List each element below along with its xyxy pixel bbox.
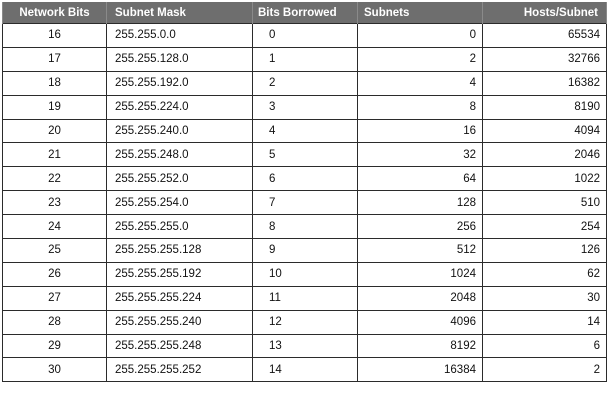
- cell-bits-borrowed: 2: [253, 71, 358, 95]
- subnet-table: [2, 2, 607, 382]
- cell-hosts-per-subnet: 254: [483, 215, 607, 239]
- cell-bits-borrowed: 9: [253, 239, 358, 263]
- cell-subnet-mask: 255.255.192.0: [107, 71, 253, 95]
- cell-subnet-mask: 255.255.255.192: [107, 262, 253, 286]
- cell-hosts-per-subnet: 14: [483, 310, 607, 334]
- cell-subnets: 64: [358, 167, 483, 191]
- cell-subnet-mask: 255.255.128.0: [107, 47, 253, 71]
- cell-bits-borrowed: 4: [253, 119, 358, 143]
- cell-hosts-per-subnet: 4094: [483, 119, 607, 143]
- cell-subnets: 128: [358, 191, 483, 215]
- cell-hosts-per-subnet: 126: [483, 239, 607, 263]
- header-subnet-mask: Subnet Mask: [107, 2, 253, 24]
- cell-hosts-per-subnet: 16382: [483, 71, 607, 95]
- cell-bits-borrowed: 6: [253, 167, 358, 191]
- cell-hosts-per-subnet: 1022: [483, 167, 607, 191]
- cell-network-bits: 24: [3, 215, 107, 239]
- cell-hosts-per-subnet: 62: [483, 262, 607, 286]
- cell-subnets: 1024: [358, 262, 483, 286]
- cell-subnets: 2: [358, 47, 483, 71]
- header-hosts-per-subnet: Hosts/Subnet: [483, 2, 607, 24]
- header-bits-borrowed: Bits Borrowed: [253, 2, 358, 24]
- table-row: [3, 358, 607, 382]
- cell-network-bits: 23: [3, 191, 107, 215]
- cell-bits-borrowed: 3: [253, 95, 358, 119]
- table-row: [3, 71, 607, 95]
- cell-subnets: 4096: [358, 310, 483, 334]
- cell-network-bits: 28: [3, 310, 107, 334]
- table-row: [3, 262, 607, 286]
- cell-bits-borrowed: 11: [253, 286, 358, 310]
- cell-network-bits: 22: [3, 167, 107, 191]
- cell-subnet-mask: 255.255.255.224: [107, 286, 253, 310]
- header-network-bits: Network Bits: [3, 2, 107, 24]
- cell-network-bits: 20: [3, 119, 107, 143]
- cell-subnet-mask: 255.255.0.0: [107, 24, 253, 48]
- cell-bits-borrowed: 10: [253, 262, 358, 286]
- table-row: [3, 167, 607, 191]
- cell-subnets: 32: [358, 143, 483, 167]
- cell-subnets: 16: [358, 119, 483, 143]
- cell-network-bits: 25: [3, 239, 107, 263]
- cell-bits-borrowed: 0: [253, 24, 358, 48]
- table-row: [3, 286, 607, 310]
- cell-subnets: 512: [358, 239, 483, 263]
- cell-network-bits: 17: [3, 47, 107, 71]
- cell-network-bits: 27: [3, 286, 107, 310]
- table-row: [3, 143, 607, 167]
- cell-subnets: 256: [358, 215, 483, 239]
- cell-bits-borrowed: 12: [253, 310, 358, 334]
- table-row: [3, 24, 607, 48]
- cell-hosts-per-subnet: 510: [483, 191, 607, 215]
- cell-bits-borrowed: 7: [253, 191, 358, 215]
- cell-bits-borrowed: 5: [253, 143, 358, 167]
- table-row: [3, 191, 607, 215]
- cell-hosts-per-subnet: 2: [483, 358, 607, 382]
- cell-network-bits: 21: [3, 143, 107, 167]
- cell-subnet-mask: 255.255.224.0: [107, 95, 253, 119]
- cell-subnet-mask: 255.255.255.0: [107, 215, 253, 239]
- cell-subnet-mask: 255.255.255.240: [107, 310, 253, 334]
- table-row: [3, 239, 607, 263]
- cell-subnets: 4: [358, 71, 483, 95]
- cell-hosts-per-subnet: 2046: [483, 143, 607, 167]
- table-row: [3, 119, 607, 143]
- table-header-row: [3, 2, 607, 24]
- cell-subnet-mask: 255.255.255.128: [107, 239, 253, 263]
- cell-subnets: 8: [358, 95, 483, 119]
- cell-subnets: 0: [358, 24, 483, 48]
- table-row: [3, 95, 607, 119]
- table-row: [3, 215, 607, 239]
- header-subnets: Subnets: [358, 2, 483, 24]
- cell-bits-borrowed: 14: [253, 358, 358, 382]
- table-row: [3, 310, 607, 334]
- cell-network-bits: 16: [3, 24, 107, 48]
- cell-network-bits: 29: [3, 334, 107, 358]
- cell-bits-borrowed: 13: [253, 334, 358, 358]
- cell-bits-borrowed: 1: [253, 47, 358, 71]
- cell-subnet-mask: 255.255.252.0: [107, 167, 253, 191]
- cell-subnet-mask: 255.255.240.0: [107, 119, 253, 143]
- cell-hosts-per-subnet: 6: [483, 334, 607, 358]
- cell-hosts-per-subnet: 30: [483, 286, 607, 310]
- cell-bits-borrowed: 8: [253, 215, 358, 239]
- cell-hosts-per-subnet: 32766: [483, 47, 607, 71]
- table-body: [3, 24, 607, 382]
- cell-subnet-mask: 255.255.254.0: [107, 191, 253, 215]
- cell-hosts-per-subnet: 8190: [483, 95, 607, 119]
- table-row: [3, 334, 607, 358]
- cell-subnets: 8192: [358, 334, 483, 358]
- cell-subnets: 16384: [358, 358, 483, 382]
- cell-subnet-mask: 255.255.255.252: [107, 358, 253, 382]
- table-row: [3, 47, 607, 71]
- cell-subnet-mask: 255.255.248.0: [107, 143, 253, 167]
- cell-network-bits: 19: [3, 95, 107, 119]
- cell-hosts-per-subnet: 65534: [483, 24, 607, 48]
- cell-subnet-mask: 255.255.255.248: [107, 334, 253, 358]
- cell-network-bits: 18: [3, 71, 107, 95]
- cell-subnets: 2048: [358, 286, 483, 310]
- cell-network-bits: 30: [3, 358, 107, 382]
- cell-network-bits: 26: [3, 262, 107, 286]
- subnet-table-container: [2, 2, 600, 382]
